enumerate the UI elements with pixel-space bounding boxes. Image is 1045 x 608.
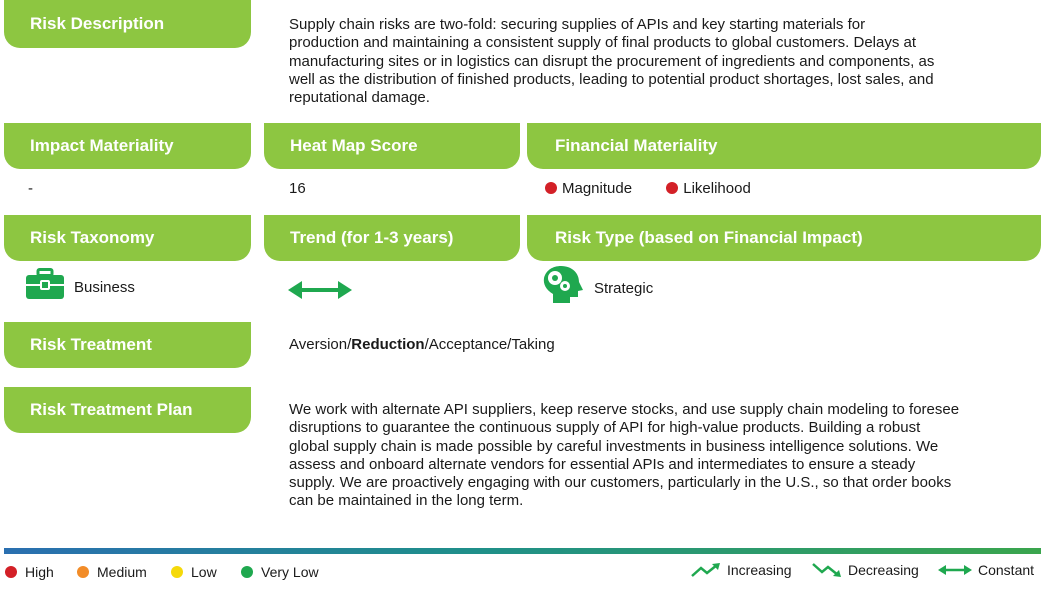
risk-description-line: reputational damage.: [289, 89, 430, 107]
risk-type-header: [527, 215, 1041, 261]
low-dot: [171, 566, 183, 578]
magnitude-dot: [545, 182, 557, 194]
risk-treatment-label: Risk Treatment: [30, 335, 152, 354]
magnitude-label: Magnitude: [562, 180, 633, 197]
risk-description-line: manufacturing sites or in logistics can disrupt the procurement of ingredients and components, as: [289, 52, 935, 70]
legend-very-low: [241, 564, 319, 580]
risk-treatment-reduction: Reduction: [351, 336, 425, 353]
risk-taxonomy-value: Business: [74, 279, 135, 296]
risk-treatment-plan-line: assess and onboard alternate vendors for essential APIs and intermediates to ensure a steady: [289, 455, 916, 473]
impact-materiality-value: -: [28, 180, 33, 197]
financial-materiality-header: [527, 123, 1041, 169]
legend-medium: [77, 564, 147, 580]
risk-description-text: [289, 16, 1041, 107]
very-low-dot: [241, 566, 253, 578]
risk-treatment-plan-line: disruptions to guarantee the continuous supply of API for high-value products. Building a robust: [289, 419, 921, 437]
high-dot: [5, 566, 17, 578]
risk-treatment-plan-header: [4, 387, 251, 433]
briefcase-icon: [26, 268, 64, 305]
constant-arrow-icon: [288, 280, 352, 305]
risk-treatment-aversion: Aversion/: [289, 336, 352, 353]
likelihood-dot: [666, 182, 678, 194]
trend-header: [264, 215, 520, 261]
legend-very-low-label: Very Low: [261, 564, 319, 580]
risk-description-line: production and maintaining a consistent supply of final products to global customers. Delays at: [289, 34, 917, 52]
risk-description-label: Risk Description: [30, 14, 165, 33]
legend-high: [5, 564, 54, 580]
decreasing-icon: [812, 562, 842, 578]
risk-type-label: Risk Type (based on Financial Impact): [555, 228, 863, 247]
legend-decreasing: [812, 562, 919, 578]
increasing-icon: [691, 562, 721, 578]
footer-divider: [4, 548, 1041, 554]
heat-map-score-value: 16: [289, 180, 306, 197]
risk-treatment-plan-line: We work with alternate API suppliers, keep reserve stocks, and use supply chain modeling to foresee: [289, 401, 960, 418]
risk-treatment-plan-line: supply. We are proactively engaging with our customers, particularly in the U.S., so that order books: [289, 474, 952, 492]
risk-treatment-rest: /Acceptance/Taking: [424, 336, 555, 353]
heat-map-score-header: [264, 123, 520, 169]
risk-taxonomy-label: Risk Taxonomy: [30, 228, 155, 247]
legend-low: [171, 564, 217, 580]
legend-low-label: Low: [191, 564, 217, 580]
legend-constant: [938, 562, 1034, 578]
legend-decreasing-label: Decreasing: [848, 562, 919, 578]
legend-increasing: [691, 562, 792, 578]
medium-dot: [77, 566, 89, 578]
risk-treatment-plan-label: Risk Treatment Plan: [30, 400, 193, 419]
risk-treatment-plan-line: can be maintained in the long term.: [289, 492, 524, 510]
risk-treatment-header: [4, 322, 251, 368]
risk-description-line: Supply chain risks are two-fold: securing supplies of APIs and key starting materials for: [289, 16, 866, 33]
risk-treatment-plan-line: global supply chain is made possible by careful investments in business intelligence solutions. We: [289, 437, 939, 455]
impact-materiality-label: Impact Materiality: [30, 136, 174, 155]
constant-icon: [938, 563, 972, 577]
financial-materiality-values: [545, 180, 751, 197]
risk-taxonomy-header: [4, 215, 251, 261]
risk-description-line: well as the distribution of finished products, leading to potential product shortages, lost sales, and: [289, 70, 934, 88]
risk-type-value: Strategic: [594, 280, 654, 297]
risk-treatment-value: [289, 336, 555, 353]
heat-map-score-label: Heat Map Score: [290, 136, 418, 155]
legend-medium-label: Medium: [97, 564, 147, 580]
risk-treatment-plan-text: [289, 401, 1041, 511]
legend-high-label: High: [25, 564, 54, 580]
financial-materiality-label: Financial Materiality: [555, 136, 718, 155]
likelihood-label: Likelihood: [683, 180, 751, 197]
risk-description-header: [4, 0, 251, 48]
legend-constant-label: Constant: [978, 562, 1035, 578]
impact-materiality-header: [4, 123, 251, 169]
head-gears-icon: [541, 264, 585, 309]
legend-increasing-label: Increasing: [727, 562, 792, 578]
trend-label: Trend (for 1-3 years): [290, 228, 454, 247]
